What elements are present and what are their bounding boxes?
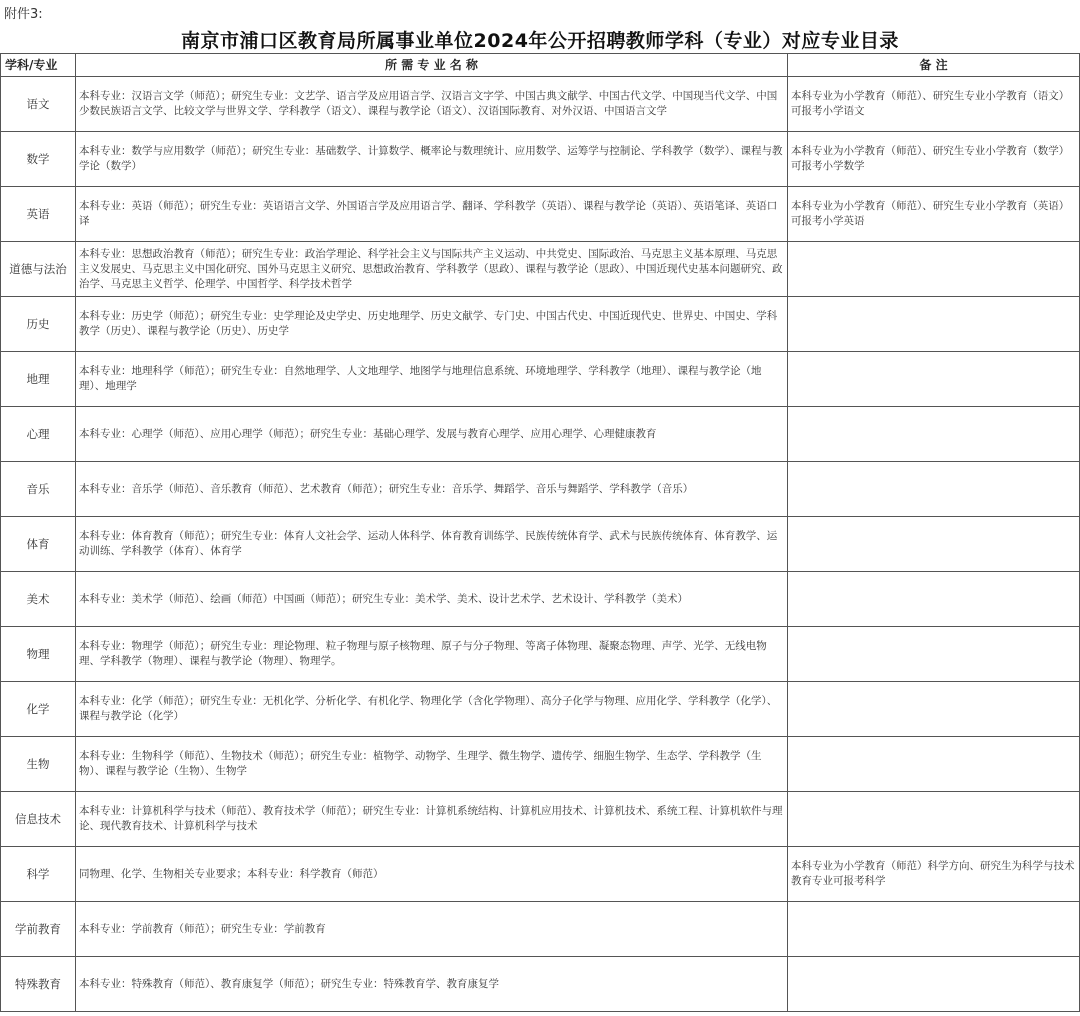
table-row	[1, 132, 1080, 187]
majors-cell: 本科专业：历史学（师范）；研究生专业：史学理论及史学史、历史地理学、历史文献学、专门史、中国古代史、中国近现代史、世界史、中国史、学科教学（历史）、课程与教学论（历史）、历史学	[76, 297, 788, 352]
notes-cell: 本科专业为小学教育（师范）科学方向、研究生为科学与技术教育专业可报考科学	[788, 847, 1080, 902]
table-row	[1, 517, 1080, 572]
notes-cell	[788, 407, 1080, 462]
subject-cell: 体育	[1, 517, 76, 572]
notes-cell	[788, 957, 1080, 1012]
notes-cell: 本科专业为小学教育（师范）、研究生专业小学教育（数学）可报考小学数学	[788, 132, 1080, 187]
subject-cell: 英语	[1, 187, 76, 242]
notes-cell	[788, 242, 1080, 297]
table-row	[1, 352, 1080, 407]
majors-cell: 本科专业：心理学（师范）、应用心理学（师范）；研究生专业：基础心理学、发展与教育心理学、应用心理学、心理健康教育	[76, 407, 788, 462]
majors-cell: 本科专业：地理科学（师范）；研究生专业：自然地理学、人文地理学、地图学与地理信息系统、环境地理学、学科教学（地理）、课程与教学论（地理）、地理学	[76, 352, 788, 407]
subject-cell: 音乐	[1, 462, 76, 517]
header-majors: 所 需 专 业 名 称	[76, 54, 788, 77]
notes-cell	[788, 902, 1080, 957]
table-row	[1, 297, 1080, 352]
majors-cell: 本科专业：化学（师范）；研究生专业：无机化学、分析化学、有机化学、物理化学（含化学物理）、高分子化学与物理、应用化学、学科教学（化学）、课程与教学论（化学）	[76, 682, 788, 737]
subject-cell: 数学	[1, 132, 76, 187]
table-row	[1, 407, 1080, 462]
majors-cell: 本科专业：体育教育（师范）；研究生专业：体育人文社会学、运动人体科学、体育教育训练学、民族传统体育学、武术与民族传统体育、体育教学、运动训练、学科教学（体育）、体育学	[76, 517, 788, 572]
table-row	[1, 77, 1080, 132]
attachment-label: 附件3:	[4, 7, 43, 22]
majors-cell: 本科专业：学前教育（师范）；研究生专业：学前教育	[76, 902, 788, 957]
notes-cell	[788, 352, 1080, 407]
majors-cell: 本科专业：生物科学（师范）、生物技术（师范）；研究生专业：植物学、动物学、生理学、微生物学、遗传学、细胞生物学、生态学、学科教学（生物）、课程与教学论（生物）、生物学	[76, 737, 788, 792]
notes-cell: 本科专业为小学教育（师范）、研究生专业小学教育（英语）可报考小学英语	[788, 187, 1080, 242]
subject-cell: 化学	[1, 682, 76, 737]
majors-cell: 本科专业：英语（师范）；研究生专业：英语语言文学、外国语言学及应用语言学、翻译、学科教学（英语）、课程与教学论（英语）、英语笔译、英语口译	[76, 187, 788, 242]
header-subject: 学科/专业	[1, 54, 76, 77]
majors-cell: 本科专业：计算机科学与技术（师范）、教育技术学（师范）；研究生专业：计算机系统结构、计算机应用技术、计算机技术、系统工程、计算机软件与理论、现代教育技术、计算机科学与技术	[76, 792, 788, 847]
table-row	[1, 572, 1080, 627]
subject-cell: 语文	[1, 77, 76, 132]
subject-cell: 美术	[1, 572, 76, 627]
majors-cell: 本科专业：特殊教育（师范）、教育康复学（师范）；研究生专业：特殊教育学、教育康复学	[76, 957, 788, 1012]
notes-cell	[788, 462, 1080, 517]
majors-cell: 同物理、化学、生物相关专业要求；本科专业：科学教育（师范）	[76, 847, 788, 902]
table-row	[1, 957, 1080, 1012]
subject-cell: 地理	[1, 352, 76, 407]
table-row	[1, 737, 1080, 792]
majors-cell: 本科专业：音乐学（师范）、音乐教育（师范）、艺术教育（师范）；研究生专业：音乐学、舞蹈学、音乐与舞蹈学、学科教学（音乐）	[76, 462, 788, 517]
table-row	[1, 242, 1080, 297]
subject-cell: 物理	[1, 627, 76, 682]
table-row	[1, 187, 1080, 242]
header-notes: 备 注	[788, 54, 1080, 77]
majors-cell: 本科专业：物理学（师范）；研究生专业：理论物理、粒子物理与原子核物理、原子与分子物理、等离子体物理、凝聚态物理、声学、光学、无线电物理、学科教学（物理）、课程与教学论（物理）、物理学。	[76, 627, 788, 682]
table-row	[1, 627, 1080, 682]
subject-cell: 学前教育	[1, 902, 76, 957]
majors-cell: 本科专业：数学与应用数学（师范）；研究生专业：基础数学、计算数学、概率论与数理统计、应用数学、运筹学与控制论、学科教学（数学）、课程与教学论（数学）	[76, 132, 788, 187]
subject-cell: 心理	[1, 407, 76, 462]
majors-cell: 本科专业：汉语言文学（师范）；研究生专业：文艺学、语言学及应用语言学、汉语言文字学、中国古典文献学、中国古代文学、中国现当代文学、中国少数民族语言文学、比较文学与世界文学、学科教学（语文）、课程与教学论（语文）、汉语国际教育、对外汉语、中国语言文学	[76, 77, 788, 132]
notes-cell	[788, 297, 1080, 352]
table-row	[1, 902, 1080, 957]
page-title: 南京市浦口区教育局所属事业单位2024年公开招聘教师学科（专业）对应专业目录	[181, 30, 899, 52]
subject-cell: 道德与法治	[1, 242, 76, 297]
table-row	[1, 462, 1080, 517]
subject-cell: 生物	[1, 737, 76, 792]
notes-cell	[788, 737, 1080, 792]
majors-cell: 本科专业：思想政治教育（师范）；研究生专业：政治学理论、科学社会主义与国际共产主义运动、中共党史、国际政治、马克思主义基本原理、马克思主义发展史、马克思主义中国化研究、国外马克思主义研究、思想政治教育、学科教学（思政）、课程与教学论（思政）、中国近现代史基本问题研究、政治学、马克思主义哲学、伦理学、中国哲学、科学技术哲学	[76, 242, 788, 297]
subject-cell: 科学	[1, 847, 76, 902]
notes-cell	[788, 572, 1080, 627]
table-row	[1, 682, 1080, 737]
majors-cell: 本科专业：美术学（师范）、绘画（师范）中国画（师范）；研究生专业：美术学、美术、设计艺术学、艺术设计、学科教学（美术）	[76, 572, 788, 627]
table-row	[1, 847, 1080, 902]
major-catalog-table	[0, 53, 1080, 1012]
notes-cell	[788, 627, 1080, 682]
header-row	[1, 54, 1080, 77]
notes-cell	[788, 517, 1080, 572]
subject-cell: 历史	[1, 297, 76, 352]
subject-cell: 信息技术	[1, 792, 76, 847]
notes-cell	[788, 792, 1080, 847]
notes-cell	[788, 682, 1080, 737]
subject-cell: 特殊教育	[1, 957, 76, 1012]
notes-cell: 本科专业为小学教育（师范）、研究生专业小学教育（语文）可报考小学语文	[788, 77, 1080, 132]
table-row	[1, 792, 1080, 847]
